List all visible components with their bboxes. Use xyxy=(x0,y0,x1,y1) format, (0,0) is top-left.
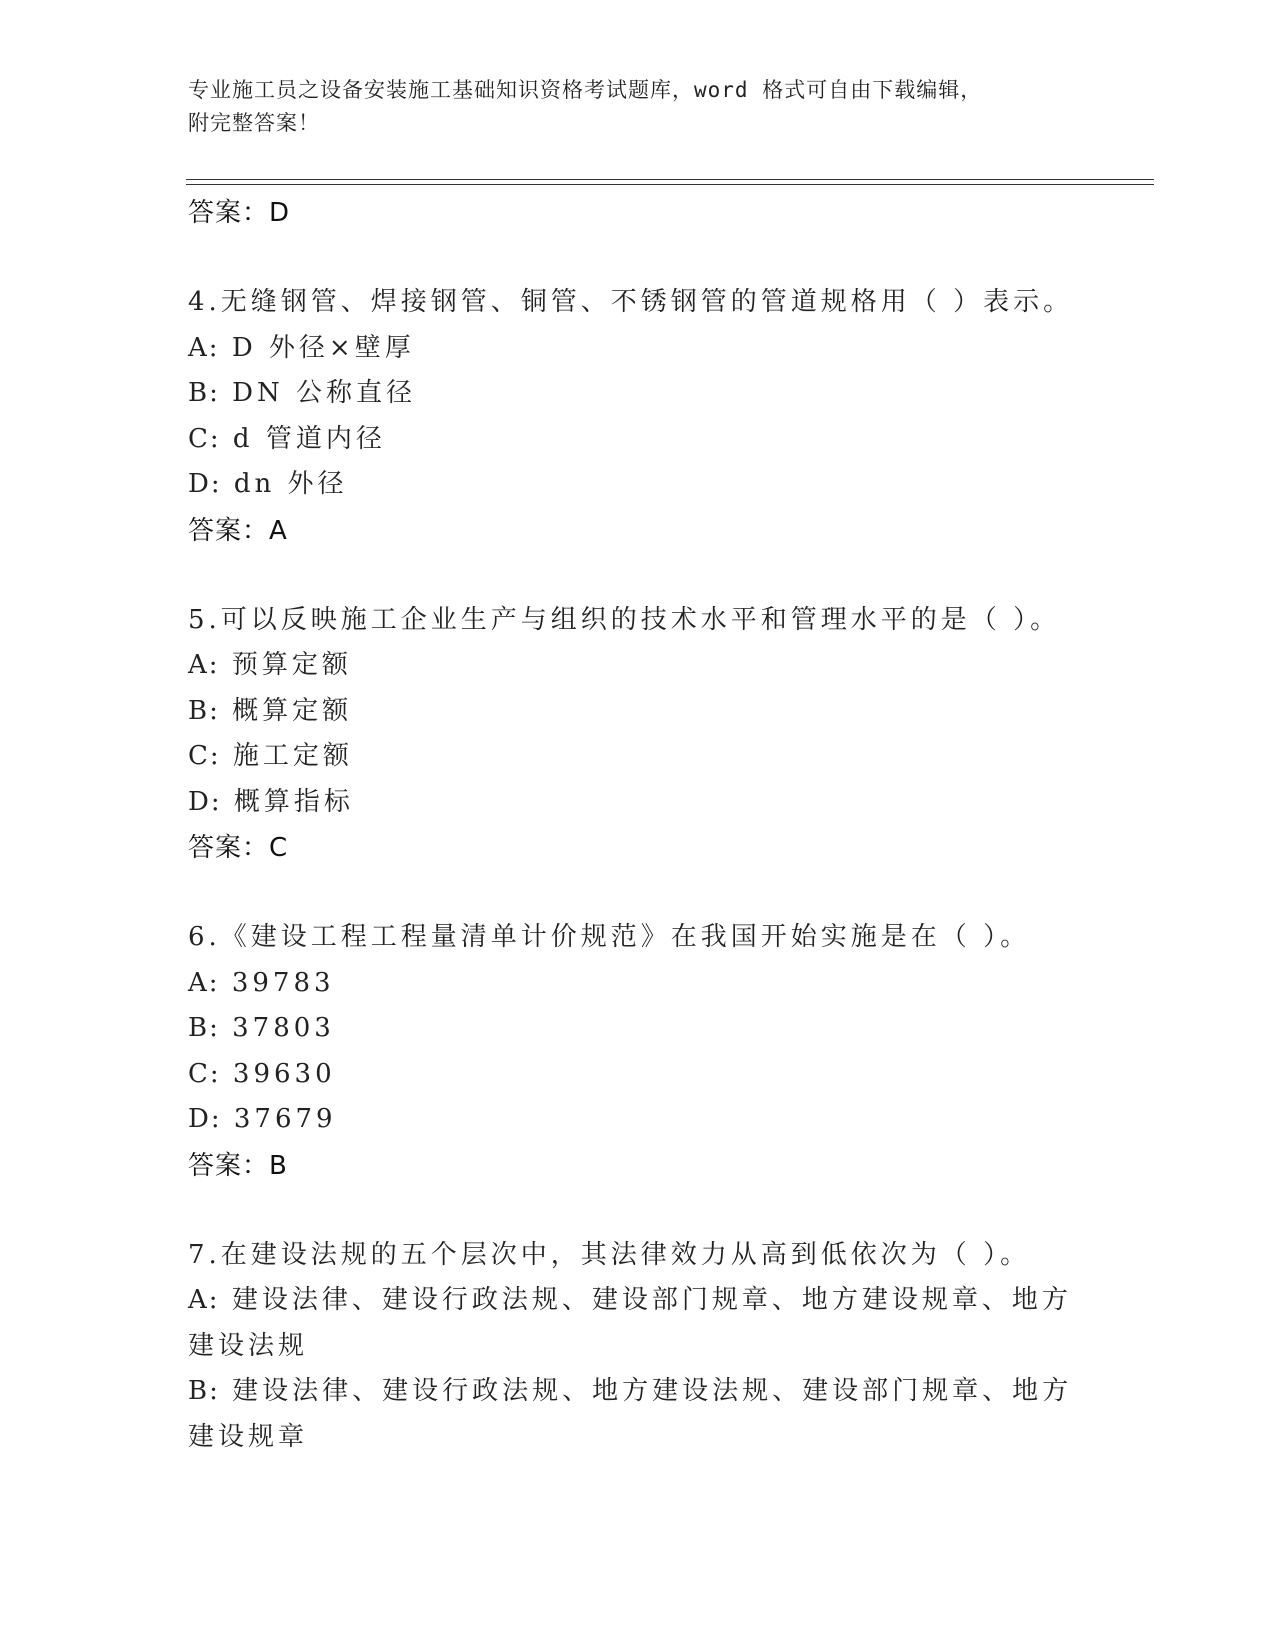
question-item xyxy=(188,915,1088,1189)
header-line-2: 附完整答案！ xyxy=(188,111,320,135)
option-b xyxy=(188,371,1088,417)
answer-value: A xyxy=(269,515,288,546)
answer-value: B xyxy=(269,1150,288,1181)
option-key: C: xyxy=(188,1058,221,1089)
option-text: 建设法律、建设行政法规、地方建设法规、建设部门规章、地方建设规章 xyxy=(188,1376,1073,1452)
option-text: 37679 xyxy=(233,1104,337,1134)
question-text: 6.《建设工程工程量清单计价规范》在我国开始实施是在（ ）。 xyxy=(188,922,1031,952)
option-a xyxy=(188,1278,1088,1369)
question-text: 4.无缝钢管、焊接钢管、铜管、不锈钢管的管道规格用（ ）表示。 xyxy=(188,287,1074,317)
option-a xyxy=(188,643,1088,689)
option-text: 建设法律、建设行政法规、建设部门规章、地方建设规章、地方建设法规 xyxy=(188,1285,1072,1361)
option-key: A: xyxy=(188,650,220,680)
option-key: B: xyxy=(188,1013,220,1043)
option-text: 施工定额 xyxy=(232,741,353,771)
answer-line xyxy=(188,508,1088,554)
option-c xyxy=(188,1052,1088,1098)
answer-label: 答案： xyxy=(188,515,270,546)
option-text: 39783 xyxy=(231,967,335,998)
option-text: dn 外径 xyxy=(233,469,348,499)
option-text: 概算定额 xyxy=(232,695,353,726)
header-line-1: 专业施工员之设备安装施工基础知识资格考试题库，word 格式可自由下载编辑， xyxy=(188,78,983,102)
document-header xyxy=(188,74,1068,140)
option-key: B: xyxy=(188,378,220,408)
option-d xyxy=(188,780,1088,826)
answer-line xyxy=(188,825,1088,871)
option-text: 37803 xyxy=(232,1013,335,1043)
option-key: A: xyxy=(188,967,220,998)
option-key: A: xyxy=(188,332,220,363)
option-a xyxy=(188,961,1088,1007)
option-key: C: xyxy=(188,423,221,454)
question-text: 5.可以反映施工企业生产与组织的技术水平和管理水平的是（ ）。 xyxy=(188,604,1061,635)
option-key: C: xyxy=(188,741,221,771)
answer-label: 答案： xyxy=(188,1150,270,1181)
option-key: D: xyxy=(188,469,222,499)
option-key: B: xyxy=(188,1376,220,1406)
question-list xyxy=(188,190,1088,1460)
option-c xyxy=(188,734,1088,780)
option-b xyxy=(188,1006,1088,1052)
question-item xyxy=(188,1233,1088,1461)
answer-label: 答案： xyxy=(188,198,270,228)
option-a xyxy=(188,326,1088,372)
answer-value: D xyxy=(269,198,291,228)
option-text: 39630 xyxy=(232,1058,336,1089)
option-key: B: xyxy=(188,695,220,726)
option-text: 预算定额 xyxy=(231,650,352,680)
option-text: d 管道内径 xyxy=(232,423,386,454)
option-key: D: xyxy=(188,1104,222,1134)
header-divider-bottom xyxy=(186,184,1154,185)
question-item xyxy=(188,598,1088,872)
option-text: 概算指标 xyxy=(233,786,354,817)
option-c xyxy=(188,417,1088,463)
answer-label: 答案： xyxy=(188,833,270,863)
option-b xyxy=(188,1369,1088,1460)
answer-line xyxy=(188,190,1088,236)
option-text: DN 公称直径 xyxy=(232,378,417,408)
option-d xyxy=(188,1097,1088,1143)
question-item xyxy=(188,280,1088,554)
option-key: A: xyxy=(188,1285,220,1315)
header-divider-top xyxy=(186,179,1154,180)
option-b xyxy=(188,689,1088,735)
option-d xyxy=(188,462,1088,508)
answer-value: C xyxy=(269,833,289,863)
option-text: D 外径×壁厚 xyxy=(231,332,415,363)
option-key: D: xyxy=(188,786,222,817)
answer-line xyxy=(188,1143,1088,1189)
question-text: 7.在建设法规的五个层次中，其法律效力从高到低依次为（ ）。 xyxy=(188,1239,1031,1270)
